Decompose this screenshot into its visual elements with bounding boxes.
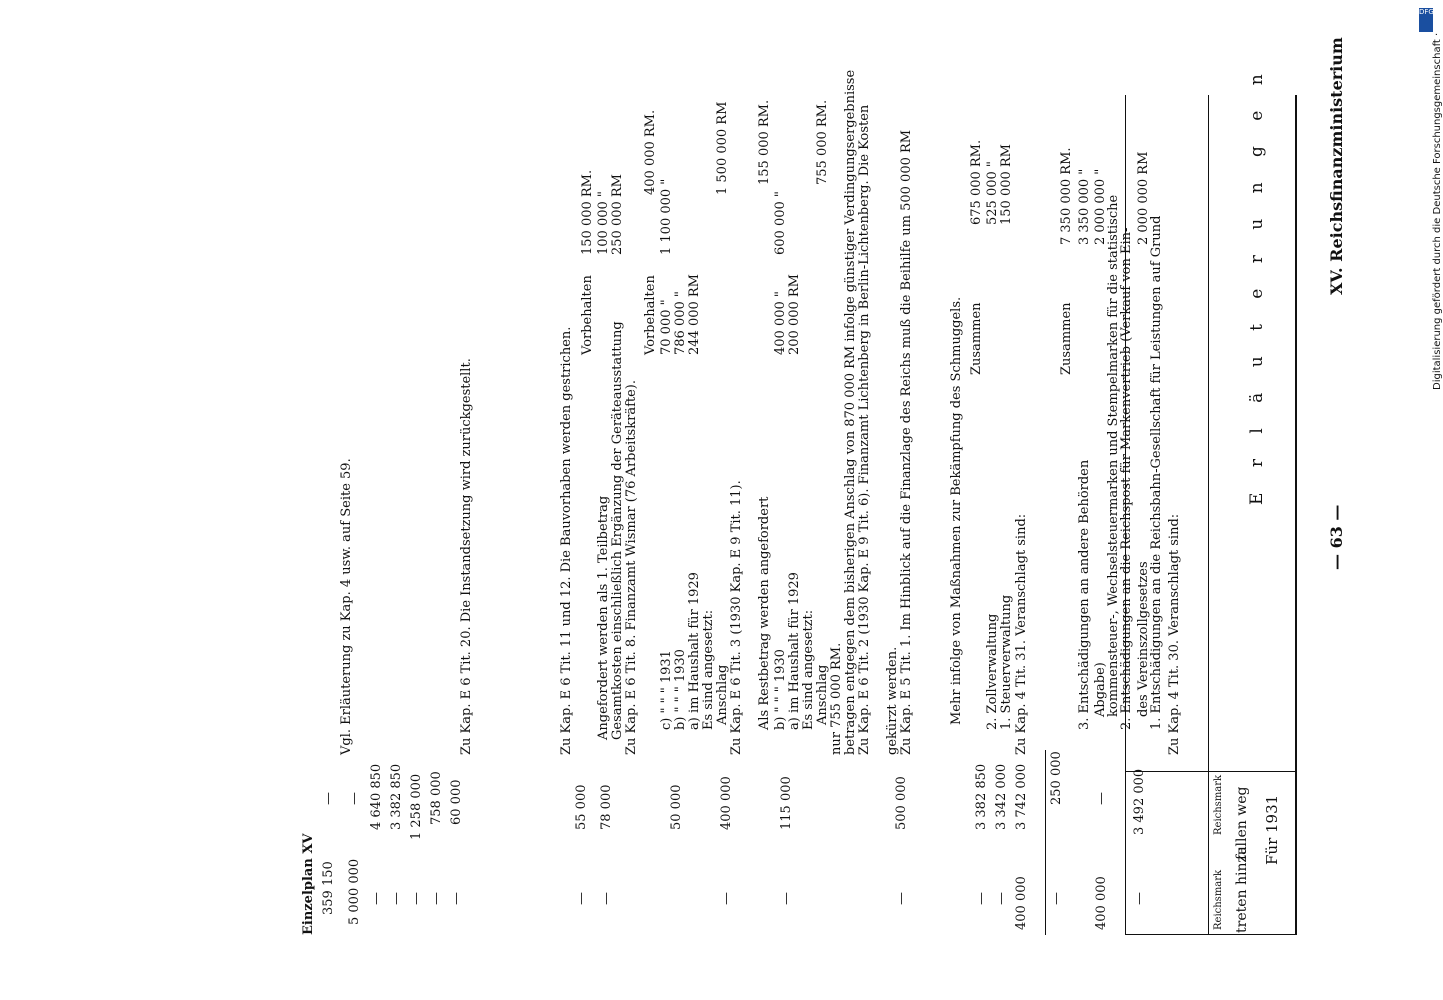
sum2-add: — <box>994 892 1009 905</box>
b6cv: 100 000 " <box>596 191 611 255</box>
explanations-header: E r l ä u t e r u n g e n <box>1247 64 1267 505</box>
b2-sumv: 675 000 RM. <box>969 139 984 225</box>
t5-drop: — <box>347 792 362 805</box>
unit-add: Reichsmark <box>1213 869 1224 930</box>
b6b: Gesamtkosten einschließlich Ergänzung der Geräteausstattung <box>610 321 625 740</box>
b4h: Als Restbetrag werden angefordert <box>757 496 772 730</box>
b5b: Anschlag <box>715 664 730 725</box>
r9-add: — <box>574 892 589 905</box>
b1-i1a: 1. Entschädigungen an die Reichsbahn-Gesellschaft für Leistungen auf Grund <box>1149 215 1164 730</box>
b6bv: 250 000 RM <box>610 174 625 255</box>
b8: Zu Kap. E 6 Tit. 20. Die Instandsetzung wird zurückgestellt. <box>459 358 474 755</box>
b5bv: 1 500 000 RM <box>715 101 730 195</box>
r7-drop: 50 000 <box>669 784 684 830</box>
unit-rule <box>1125 771 1295 772</box>
b1-head: Zu Kap. 4 Tit. 30. Veranschlagt sind: <box>1167 513 1182 755</box>
t4-drop: 4 640 850 <box>369 763 384 830</box>
b6c: Angefordert werden als 1. Teilbetrag <box>596 495 611 740</box>
b5ev: 786 000 " <box>673 291 688 355</box>
r3-drop: — <box>1094 792 1109 805</box>
b2-i2v: 525 000 " <box>985 161 1000 225</box>
b3a: Zu Kap. E 5 Tit. 1. Im Hinblick auf die Finanzlage des Reichs muß die Beihilfe um 500 000 RM <box>899 129 914 755</box>
b1-i2c: Abgabe) <box>1093 662 1108 717</box>
b6a: Zu Kap. E 6 Tit. 8. Finanzamt Wismar (76 Arbeitskräfte). <box>624 379 639 755</box>
b1-i2b: kommensteuer-, Wechselsteuermarken und Stempelmarken für die statistische <box>1106 194 1121 717</box>
r6-drop: 400 000 <box>719 776 734 830</box>
amount-divider <box>1045 750 1046 935</box>
add-header: treten hinzu <box>1234 846 1250 933</box>
drop-header: fallen weg <box>1234 786 1250 860</box>
r1-drop: 3 492 000 <box>1132 768 1147 835</box>
t2-drop: 1 258 000 <box>409 773 424 840</box>
dfg-logo: DFG <box>1419 8 1433 32</box>
b2-i1: 1. Steuerverwaltung <box>999 594 1014 730</box>
b4dv: 755 000 RM. <box>815 99 830 185</box>
unit-drop: Reichsmark <box>1213 774 1224 835</box>
b5e: b) " " " 1930 <box>673 649 688 730</box>
sum3-add: — <box>974 892 989 905</box>
b9: Vgl. Erläuterung zu Kap. 4 usw. auf Seite 59. <box>339 458 354 755</box>
b5gv: 400 000 RM. <box>643 109 658 195</box>
b1-i2v: 2 000 000 " <box>1093 168 1108 245</box>
t1-add: — <box>429 892 444 905</box>
b2-i2: 2. Zollverwaltung <box>985 613 1000 730</box>
b4fv: 200 000 RM <box>787 274 802 355</box>
t6-drop: — <box>321 792 336 805</box>
b7: Zu Kap. E 6 Tit. 11 und 12. Die Bauvorhaben werden gestrichen. <box>559 326 574 755</box>
column-header-rule <box>1208 95 1209 935</box>
b1-sum: Zusammen <box>1059 302 1074 375</box>
b4gv: 400 000 " <box>773 291 788 355</box>
b4hv: 155 000 RM. <box>757 99 772 185</box>
ministry-title: XV. Reichsfinanzministerium <box>1327 37 1346 295</box>
b4c: nur 755 000 RM. <box>829 642 844 755</box>
sum2-drop: 3 342 000 <box>994 763 1009 830</box>
r1-add: — <box>1049 892 1064 905</box>
b1-i1v: 2 000 000 RM <box>1136 151 1151 245</box>
r4-add: — <box>894 892 909 905</box>
r5-drop: 115 000 <box>779 776 794 830</box>
r8-drop: 78 000 <box>599 784 614 830</box>
b4b: betragen entgegen dem bisherigen Anschlag von 870 000 RM infolge günstiger Verdingungsergebnisse <box>843 69 858 755</box>
b5a: Zu Kap. E 6 Tit. 3 (1930 Kap. E 9 Tit. 11). <box>729 480 744 755</box>
b2-head: Zu Kap. 4 Tit. 31. Veranschlagt sind: <box>1014 513 1029 755</box>
b2-more: Mehr infolge von Maßnahmen zur Bekämpfung des Schmuggels. <box>949 296 964 725</box>
b5c: Es sind angesetzt: <box>701 609 716 730</box>
b6d: Vorbehalten <box>580 275 595 355</box>
footer-plan: Einzelplan XV <box>301 833 316 935</box>
sum3-drop: 3 382 850 <box>974 763 989 830</box>
b2-sum: Zusammen <box>969 302 984 375</box>
page-number: — 63 — <box>1327 504 1346 570</box>
r10-add: — <box>449 892 464 905</box>
bottom-rule <box>1125 934 1295 935</box>
b1-i3: 3. Entschädigungen an andere Behörden <box>1077 459 1092 730</box>
b4e: Es sind angesetzt: <box>801 609 816 730</box>
rotated-page-content <box>40 37 1390 955</box>
b3b: gekürzt werden. <box>885 646 900 755</box>
header-rule <box>1295 95 1297 935</box>
sum1-drop: 3 742 000 <box>1014 763 1029 830</box>
r9-drop: 55 000 <box>574 784 589 830</box>
b4fgv: 600 000 " <box>773 191 788 255</box>
b4a: Zu Kap. E 6 Tit. 2 (1930 Kap. E 9 Tit. 6). Finanzamt Lichtenberg in Berlin-Lichtenberg. Die Kosten <box>857 104 872 755</box>
b6dv: 150 000 RM. <box>580 169 595 255</box>
sum1-add: 400 000 <box>1014 876 1029 930</box>
t3-drop: 3 382 850 <box>389 763 404 830</box>
t5-add: 5 000 000 <box>347 858 362 925</box>
b1-sumv: 7 350 000 RM. <box>1059 147 1074 245</box>
b5f: c) " " " 1931 <box>659 650 674 730</box>
r2-drop: 250 000 <box>1049 751 1064 805</box>
b5dv: 244 000 RM <box>687 274 702 355</box>
t6-add: 359 150 <box>321 861 336 915</box>
b5g: Vorbehalten <box>643 275 658 355</box>
b1-i3v: 3 350 000 " <box>1077 168 1092 245</box>
b4f: a) im Haushalt für 1929 <box>787 572 802 730</box>
b5d: a) im Haushalt für 1929 <box>687 572 702 730</box>
r6-add: — <box>719 892 734 905</box>
t2-add: — <box>409 892 424 905</box>
t4-add: — <box>369 892 384 905</box>
t1-drop: 758 000 <box>429 771 444 825</box>
b1-i2a: 2. Entschädigungen an die Reichspost für Markenvertrieb (Verkauf von Ein- <box>1119 227 1134 730</box>
b5fv: 70 000 " <box>659 299 674 355</box>
b2-i1v: 150 000 RM <box>999 144 1014 225</box>
b4d: Anschlag <box>815 664 830 725</box>
r3-add: 400 000 <box>1094 876 1109 930</box>
r2-add: — <box>1132 892 1147 905</box>
r10-drop: 60 000 <box>449 779 464 825</box>
year-header: Für 1931 <box>1263 794 1281 865</box>
sidebar-credit <box>1418 10 1443 390</box>
b4g: b) " " " 1930 <box>773 649 788 730</box>
credit-text: Digitalisierung gefördert durch die Deutsche Forschungsgemeinschaft · <box>1432 32 1443 390</box>
t3-add: — <box>389 892 404 905</box>
b5fgv: 1 100 000 " <box>659 178 674 255</box>
r5-add: — <box>779 892 794 905</box>
b1-i1b: des Vereinszollgesetzes <box>1136 561 1151 717</box>
r4-drop: 500 000 <box>894 776 909 830</box>
r8-add: — <box>599 892 614 905</box>
